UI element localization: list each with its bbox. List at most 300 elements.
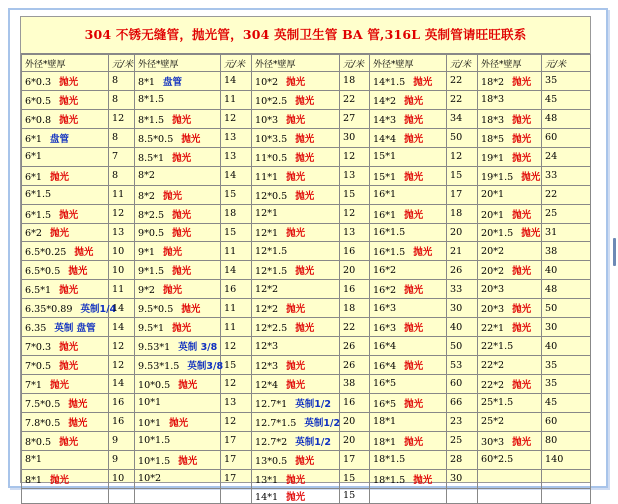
spec-text: 10*2.5 [255, 95, 288, 107]
spec-text: 14*2 [373, 95, 397, 107]
spec-cell [252, 147, 340, 166]
spec-cell [22, 375, 109, 394]
spec-text: 6*1.5 [25, 209, 52, 221]
price-cell: 26 [340, 337, 370, 356]
spec-cell [370, 337, 447, 356]
price-cell: 17 [447, 185, 478, 204]
note-label: 盘管 [50, 133, 70, 145]
price-cell: 35 [542, 72, 591, 91]
note-label: 抛光 [295, 323, 315, 335]
price-cell: 30 [542, 318, 591, 337]
spec-cell [252, 375, 340, 394]
spec-cell [252, 90, 340, 109]
note-label: 盘管 [163, 76, 183, 88]
spec-cell [22, 242, 109, 261]
spec-text: 6.35*0.89 [25, 304, 73, 316]
table-row [22, 337, 591, 356]
price-cell: 13 [221, 393, 252, 412]
price-cell: 12 [447, 147, 478, 166]
header-spec: 外径*壁厚 [370, 55, 447, 72]
price-cell: 40 [542, 261, 591, 280]
spec-cell [252, 337, 340, 356]
price-cell: 50 [447, 337, 478, 356]
price-cell: 66 [447, 393, 478, 412]
price-cell: 35 [542, 356, 591, 375]
price-cell: 38 [542, 242, 591, 261]
spec-cell [370, 431, 447, 450]
note-label: 抛光 [163, 285, 183, 297]
spec-cell [22, 90, 109, 109]
price-cell: 14 [109, 299, 135, 318]
note-label: 抛光 [286, 491, 306, 503]
note-label: 抛光 [59, 114, 79, 126]
price-cell: 20 [340, 412, 370, 431]
price-cell: 15 [340, 185, 370, 204]
price-cell: 8 [109, 72, 135, 91]
spec-cell [22, 412, 109, 431]
table-row [22, 72, 591, 91]
spec-text: 9*1 [138, 247, 156, 259]
note-label: 抛光 [512, 436, 532, 448]
spec-cell [370, 450, 447, 469]
spec-text: 20*1 [481, 189, 505, 201]
table-row [22, 261, 591, 280]
spec-cell [135, 450, 221, 469]
spec-cell [135, 242, 221, 261]
spec-text: 18*1 [373, 416, 397, 428]
price-cell: 13 [340, 166, 370, 185]
price-cell: 16 [340, 242, 370, 261]
price-cell: 10 [109, 261, 135, 280]
price-cell: 16 [221, 280, 252, 299]
note-label: 抛光 [74, 247, 94, 259]
note-label: 抛光 [59, 76, 79, 88]
spec-text: 8.5*1 [138, 152, 165, 164]
price-cell: 13 [221, 147, 252, 166]
spec-text: 22*2 [481, 379, 505, 391]
spec-cell [478, 375, 542, 394]
note-label: 英制1/2 [304, 417, 341, 429]
table-row [22, 375, 591, 394]
spec-cell [22, 431, 109, 450]
note-label: 抛光 [521, 171, 541, 183]
table-row [22, 204, 591, 223]
spec-text: 22*1 [481, 323, 505, 335]
note-label: 抛光 [286, 76, 306, 88]
spec-text: 12*4 [255, 379, 279, 391]
price-cell: 60 [447, 375, 478, 394]
price-cell: 16 [109, 393, 135, 412]
spec-text: 18*1 [373, 436, 397, 448]
note-label: 抛光 [512, 209, 532, 221]
note-label: 抛光 [172, 266, 192, 278]
spec-cell [252, 431, 340, 450]
spec-text: 16*4 [373, 340, 397, 352]
header-spec: 外径*壁厚 [478, 55, 542, 72]
header-unit: 元/米 [221, 55, 252, 72]
spec-text: 6*1 [25, 151, 43, 163]
price-cell: 12 [221, 337, 252, 356]
spec-text: 60*2.5 [481, 454, 514, 466]
spec-text: 16*1 [373, 189, 397, 201]
spec-cell [22, 318, 109, 337]
table-row [22, 242, 591, 261]
price-cell: 8 [109, 128, 135, 147]
price-cell: 25 [447, 431, 478, 450]
spec-cell [22, 280, 109, 299]
spec-text: 10*2 [255, 76, 279, 88]
price-cell: 18 [340, 72, 370, 91]
spec-text: 8*1 [25, 454, 43, 466]
spec-cell [135, 299, 221, 318]
note-label: 抛光 [68, 417, 88, 429]
spec-cell [370, 299, 447, 318]
spec-text: 25*2 [481, 416, 505, 428]
spec-cell [252, 280, 340, 299]
spec-cell [135, 375, 221, 394]
spec-text: 7*1 [25, 379, 43, 391]
price-cell: 22 [542, 185, 591, 204]
price-cell: 23 [447, 412, 478, 431]
price-cell: 33 [447, 280, 478, 299]
spec-cell [252, 412, 340, 431]
price-sheet [20, 16, 591, 503]
spec-cell [135, 90, 221, 109]
table-row [22, 318, 591, 337]
price-cell [542, 469, 591, 488]
price-cell: 27 [340, 109, 370, 128]
spec-text: 14*3 [373, 114, 397, 126]
spec-text: 6*2 [25, 228, 43, 240]
table-row [22, 431, 591, 450]
price-cell: 30 [340, 128, 370, 147]
spec-cell [478, 261, 542, 280]
spec-text: 11*1 [255, 171, 279, 183]
note-label: 抛光 [59, 209, 79, 221]
spec-cell [370, 469, 447, 488]
note-label: 抛光 [163, 190, 183, 202]
note-label: 抛光 [512, 114, 532, 126]
spec-cell [478, 109, 542, 128]
note-label: 抛光 [50, 474, 70, 486]
spec-text: 20*2 [481, 245, 505, 257]
price-table [21, 54, 591, 504]
price-cell: 15 [221, 356, 252, 375]
spec-cell [252, 109, 340, 128]
price-cell: 11 [221, 242, 252, 261]
table-row [22, 128, 591, 147]
spec-text: 15*1 [373, 171, 397, 183]
spec-cell [252, 185, 340, 204]
price-cell [542, 488, 591, 503]
header-unit: 元/米 [447, 55, 478, 72]
spec-cell [135, 147, 221, 166]
note-label: 抛光 [512, 76, 532, 88]
price-cell: 11 [221, 318, 252, 337]
price-cell: 17 [221, 450, 252, 469]
header-unit: 元/米 [542, 55, 591, 72]
spec-cell [478, 166, 542, 185]
price-cell: 18 [221, 204, 252, 223]
note-label: 抛光 [404, 209, 424, 221]
note-label: 抛光 [286, 361, 306, 373]
spec-text: 16*1.5 [373, 226, 406, 238]
price-cell: 48 [542, 280, 591, 299]
note-label: 抛光 [50, 379, 70, 391]
price-cell: 40 [542, 337, 591, 356]
price-cell: 18 [340, 299, 370, 318]
spec-text: 10*1 [138, 397, 162, 409]
header-spec: 外径*壁厚 [252, 55, 340, 72]
spec-cell [252, 469, 340, 488]
spec-text: 12*2 [255, 304, 279, 316]
spec-text: 12*0.5 [255, 190, 288, 202]
header-unit: 元/米 [340, 55, 370, 72]
note-label: 英制 3/8 [178, 342, 218, 354]
price-cell: 11 [221, 90, 252, 109]
spec-cell [22, 185, 109, 204]
price-cell: 30 [447, 469, 478, 488]
price-cell: 20 [447, 223, 478, 242]
spec-text: 10*3.5 [255, 133, 288, 145]
price-cell: 21 [447, 242, 478, 261]
spec-cell [135, 488, 221, 503]
note-label: 抛光 [413, 76, 433, 88]
spec-cell [22, 72, 109, 91]
price-cell: 20 [340, 261, 370, 280]
note-label: 抛光 [68, 266, 88, 278]
spec-text: 9.5*1 [138, 323, 165, 335]
spec-cell [370, 280, 447, 299]
price-cell: 22 [447, 90, 478, 109]
spec-text: 9*1.5 [138, 266, 165, 278]
spec-text: 16*2 [373, 285, 397, 297]
note-label: 抛光 [404, 133, 424, 145]
spec-text: 8*0.5 [25, 436, 52, 448]
price-cell: 15 [447, 166, 478, 185]
spec-cell [478, 299, 542, 318]
spec-text: 7*0.5 [25, 361, 52, 373]
price-cell: 10 [109, 469, 135, 488]
spec-cell [135, 72, 221, 91]
spec-text: 18*2 [481, 76, 505, 88]
spec-cell [22, 223, 109, 242]
spec-cell [135, 337, 221, 356]
spec-text: 12*1 [255, 208, 279, 220]
spec-cell [135, 128, 221, 147]
spec-cell [22, 393, 109, 412]
table-row [22, 469, 591, 488]
note-label: 抛光 [521, 228, 541, 240]
spec-text: 6.35 [25, 323, 47, 335]
price-cell: 15 [221, 185, 252, 204]
table-row [22, 109, 591, 128]
table-row [22, 185, 591, 204]
note-label: 抛光 [59, 361, 79, 373]
price-cell: 80 [542, 431, 591, 450]
price-cell: 50 [542, 299, 591, 318]
note-label: 抛光 [295, 133, 315, 145]
spec-text: 18*5 [481, 133, 505, 145]
spec-cell [252, 450, 340, 469]
price-cell: 11 [109, 185, 135, 204]
price-cell: 17 [340, 450, 370, 469]
spec-text: 9.53*1 [138, 342, 171, 354]
spec-text: 6*0.5 [25, 95, 52, 107]
spec-cell [135, 261, 221, 280]
spec-cell [478, 147, 542, 166]
table-row [22, 280, 591, 299]
note-label: 英制1/2 [295, 398, 331, 410]
spec-text: 12*3 [255, 340, 279, 352]
spec-cell [22, 128, 109, 147]
spec-cell [370, 72, 447, 91]
price-cell: 33 [542, 166, 591, 185]
scroll-indicator[interactable] [613, 238, 616, 266]
spec-cell [478, 393, 542, 412]
table-header-row [22, 55, 591, 72]
price-cell: 38 [340, 375, 370, 394]
spec-cell [478, 72, 542, 91]
spec-cell [135, 166, 221, 185]
spec-cell [478, 431, 542, 450]
spec-text: 10*2 [138, 473, 162, 485]
spec-text: 8*1.5 [138, 114, 165, 126]
price-cell: 24 [542, 147, 591, 166]
price-cell: 25 [542, 204, 591, 223]
spec-text: 10*1 [138, 417, 162, 429]
spec-cell [135, 393, 221, 412]
spec-text: 20*2 [481, 266, 505, 278]
note-label: 英制 盘管 [54, 323, 96, 335]
note-label: 抛光 [286, 114, 306, 126]
note-label: 抛光 [286, 474, 306, 486]
price-cell: 17 [221, 469, 252, 488]
spec-cell [135, 109, 221, 128]
note-label: 抛光 [404, 285, 424, 297]
note-label: 抛光 [50, 228, 70, 240]
spec-text: 20*3 [481, 304, 505, 316]
table-row [22, 299, 591, 318]
note-label: 抛光 [404, 436, 424, 448]
spec-text: 12*1.5 [255, 245, 288, 257]
price-cell: 22 [447, 72, 478, 91]
note-label: 抛光 [172, 323, 192, 335]
spec-cell [252, 488, 340, 503]
note-label: 抛光 [404, 171, 424, 183]
spec-text: 16*2 [373, 264, 397, 276]
spec-text: 18*1.5 [373, 454, 406, 466]
spec-cell [22, 261, 109, 280]
price-cell: 14 [109, 375, 135, 394]
spec-text: 12.7*2 [255, 436, 288, 448]
spec-text: 14*1.5 [373, 76, 406, 88]
price-cell: 45 [542, 393, 591, 412]
spec-text: 11*0.5 [255, 152, 288, 164]
spec-text: 12*1.5 [255, 266, 288, 278]
spec-text: 19*1.5 [481, 171, 514, 183]
price-cell: 45 [542, 90, 591, 109]
note-label: 抛光 [512, 266, 532, 278]
spec-cell [135, 431, 221, 450]
spec-text: 8*1 [25, 474, 43, 486]
spec-cell [370, 90, 447, 109]
price-cell: 140 [542, 450, 591, 469]
spec-cell [478, 469, 542, 488]
price-cell: 12 [109, 337, 135, 356]
spec-text: 16*5 [373, 398, 397, 410]
spec-cell [252, 204, 340, 223]
spec-cell [22, 299, 117, 318]
spec-cell [478, 318, 542, 337]
spec-cell [370, 109, 447, 128]
spec-cell [370, 375, 447, 394]
spec-text: 9.5*0.5 [138, 304, 174, 316]
note-label: 抛光 [512, 133, 532, 145]
note-label: 英制1/2 [295, 436, 331, 448]
spec-text: 7*0.3 [25, 342, 52, 354]
note-label: 抛光 [59, 285, 79, 297]
spec-text: 16*3 [373, 302, 397, 314]
spec-cell [478, 90, 542, 109]
price-cell: 10 [109, 242, 135, 261]
spec-text: 8.5*0.5 [138, 133, 174, 145]
spec-text: 9.53*1.5 [138, 361, 180, 373]
spec-text: 9*0.5 [138, 228, 165, 240]
price-cell: 12 [340, 147, 370, 166]
spec-cell [135, 204, 221, 223]
spec-text: 8*2 [138, 190, 156, 202]
spec-cell [22, 450, 109, 469]
price-cell: 20 [340, 431, 370, 450]
price-cell: 12 [221, 375, 252, 394]
price-cell: 12 [221, 412, 252, 431]
spec-text: 16*3 [373, 323, 397, 335]
spec-text: 16*1.5 [373, 247, 406, 259]
note-label: 抛光 [413, 247, 433, 259]
spec-text: 6.5*0.5 [25, 266, 61, 278]
spec-text: 10*0.5 [138, 379, 171, 391]
price-cell: 30 [447, 299, 478, 318]
price-cell: 8 [109, 166, 135, 185]
price-cell: 16 [340, 280, 370, 299]
note-label: 抛光 [163, 247, 183, 259]
spec-cell [370, 412, 447, 431]
spec-cell [22, 109, 109, 128]
spec-cell [22, 469, 109, 488]
spec-text: 12*1 [255, 228, 279, 240]
spec-text: 30*3 [481, 436, 505, 448]
header-spec: 外径*壁厚 [135, 55, 221, 72]
note-label: 抛光 [404, 95, 424, 107]
spec-text: 25*1.5 [481, 397, 514, 409]
note-label: 抛光 [178, 379, 198, 391]
spec-text: 6*1.5 [25, 189, 52, 201]
note-label: 抛光 [286, 304, 306, 316]
price-cell [447, 488, 478, 503]
spec-cell [370, 488, 447, 503]
spec-text: 6*0.3 [25, 76, 52, 88]
spec-text: 6*1 [25, 171, 43, 183]
spec-cell [22, 356, 109, 375]
spec-cell [370, 185, 447, 204]
spec-cell [22, 204, 109, 223]
spec-cell [135, 223, 221, 242]
spec-cell [252, 299, 340, 318]
price-cell: 26 [447, 261, 478, 280]
note-label: 抛光 [286, 379, 306, 391]
spec-cell [370, 242, 447, 261]
